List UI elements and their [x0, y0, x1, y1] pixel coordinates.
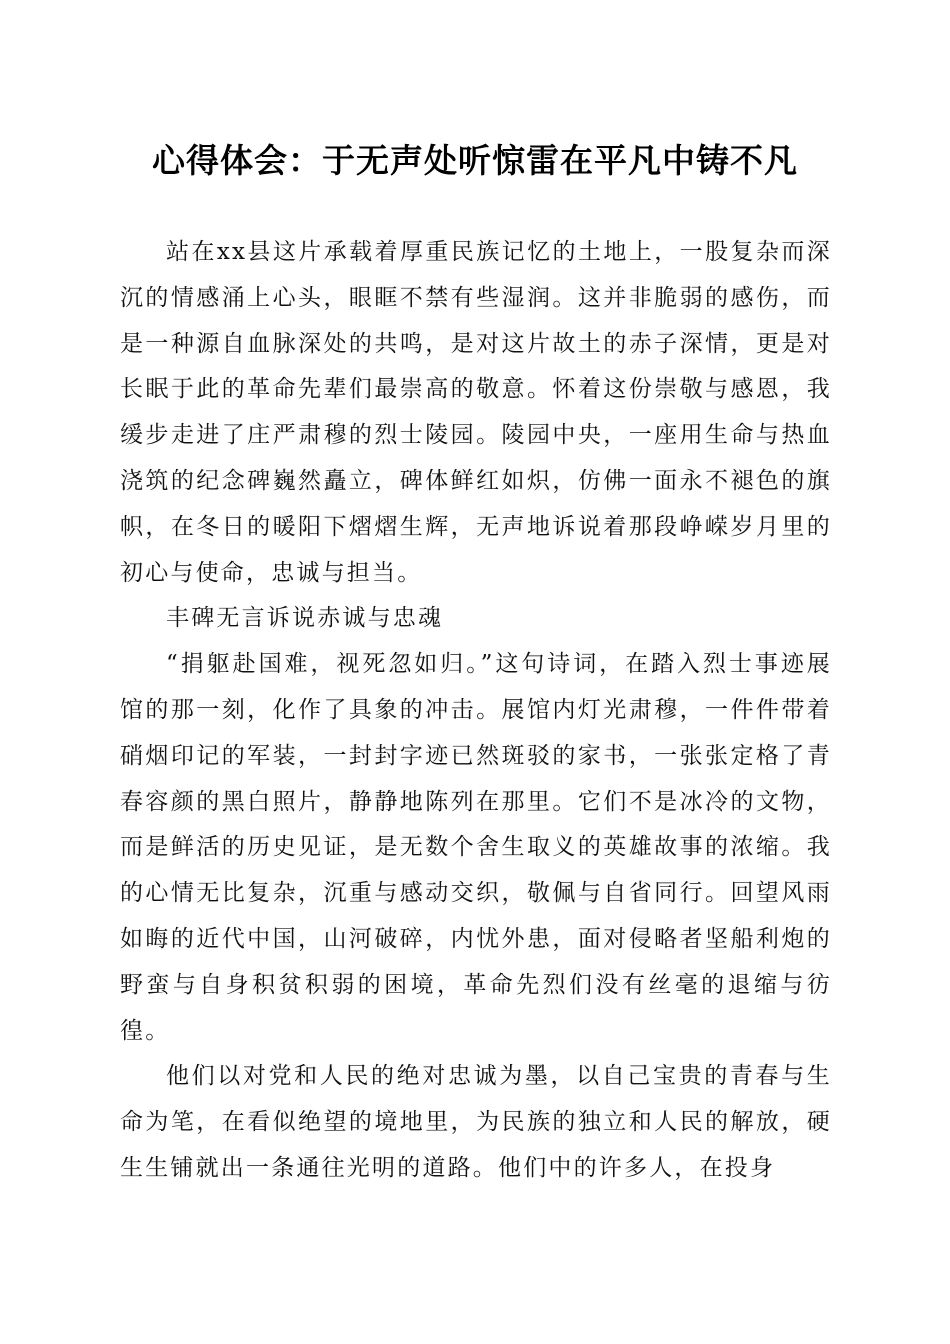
- section-heading: 丰碑无言诉说赤诚与忠魂: [166, 605, 444, 632]
- paragraph-intro: 站在xx县这片承载着厚重民族记忆的土地上，一股复杂而深沉的情感涌上心头，眼眶不禁有些湿润。这并非脆弱的感伤，而是一种源自血脉深处的共鸣，是对这片故土的赤子深情，更是对长眠于此的革命先辈们最崇高的敬意。怀着这份崇敬与感恩，我缓步走进了庄严肃穆的烈士陵园。陵园中央，一座用生命与热血浇筑的纪念碑巍然矗立，碑体鲜红如炽，仿佛一面永不褪色的旗帜，在冬日的暖阳下熠熠生辉，无声地诉说着那段峥嵘岁月里的初心与使命，忠诚与担当。: [120, 239, 832, 586]
- document-body: [120, 230, 832, 1192]
- paragraph-martyrs: 他们以对党和人民的绝对忠诚为墨，以自己宝贵的青春与生命为笔，在看似绝望的境地里，为民族的独立和人民的解放，硬生生铺就出一条通往光明的道路。他们中的许多人，在投身: [120, 1063, 832, 1181]
- paragraph-exhibition: “捐躯赴国难，视死忽如归。”这句诗词，在踏入烈士事迹展馆的那一刻，化作了具象的冲击。展馆内灯光肃穆，一件件带着硝烟印记的军装，一封封字迹已然斑驳的家书，一张张定格了青春容颜的黑白照片，静静地陈列在那里。它们不是冰冷的文物，而是鲜活的历史见证，是无数个舍生取义的英雄故事的浓缩。我的心情无比复杂，沉重与感动交织，敬佩与自省同行。回望风雨如晦的近代中国，山河破碎，内忧外患，面对侵略者坚船利炮的野蛮与自身积贫积弱的困境，革命先烈们没有丝毫的退缩与彷徨。: [120, 651, 832, 1044]
- document-title: 心得体会：于无声处听惊雷在平凡中铸不凡: [152, 141, 798, 180]
